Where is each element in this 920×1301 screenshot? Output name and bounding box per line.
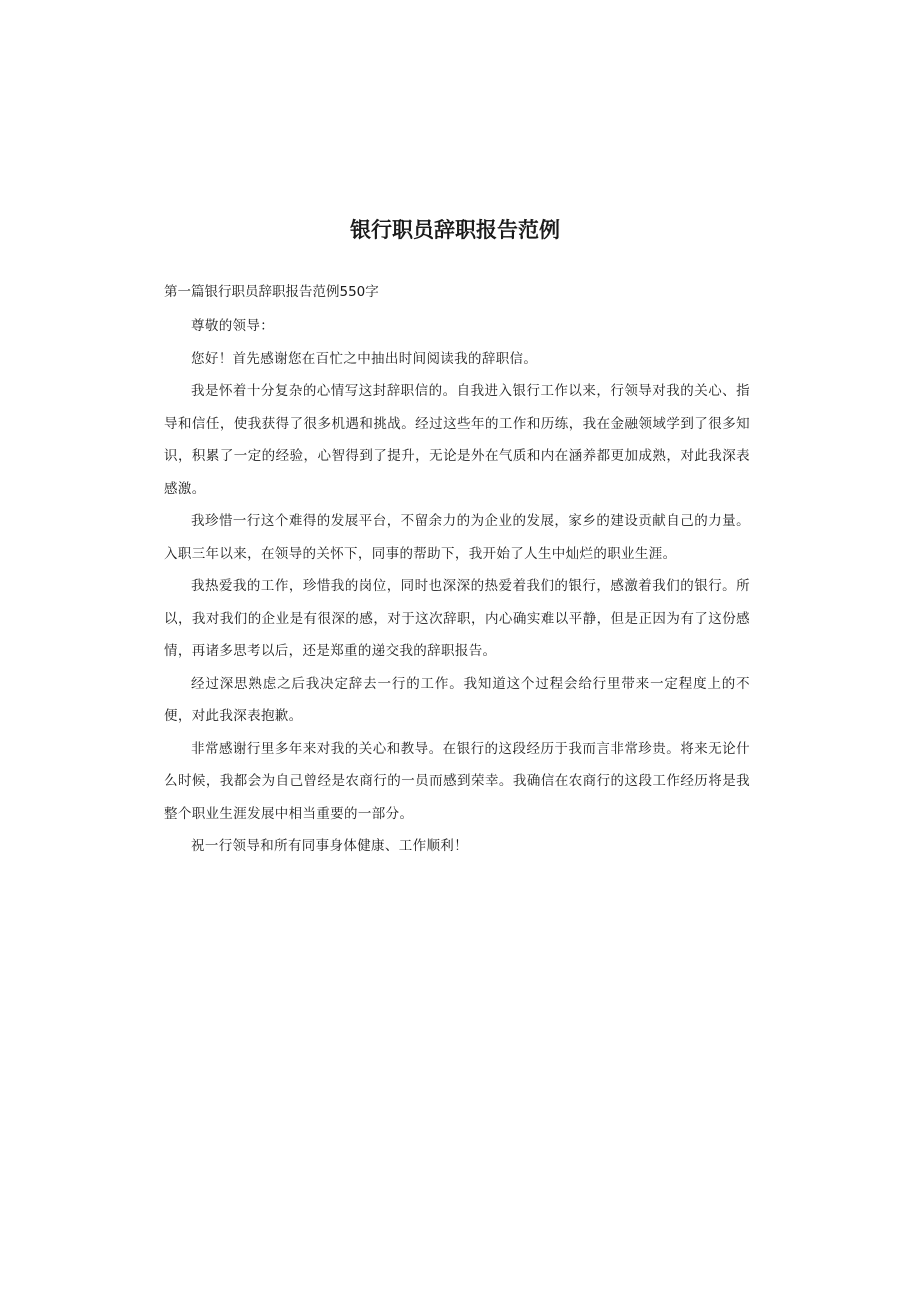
body-paragraph: 我热爱我的工作，珍惜我的岗位，同时也深深的热爱着我们的银行，感激着我们的银行。所以，我对我们的企业是有很深的感，对于这次辞职，内心确实难以平静，但是正因为有了这份感情，再诸多思考以后，还是郑重的递交我的辞职报告。 — [164, 578, 750, 659]
document-title: 银行职员辞职报告范例 — [350, 218, 560, 242]
body-paragraph: 我珍惜一行这个难得的发展平台，不留余力的为企业的发展，家乡的建设贡献自己的力量。入职三年以来，在领导的关怀下，同事的帮助下，我开始了人生中灿烂的职业生涯。 — [164, 513, 750, 562]
body-paragraph: 非常感谢行里多年来对我的关心和教导。在银行的这段经历于我而言非常珍贵。将来无论什么时候，我都会为自己曾经是农商行的一员而感到荣幸。我确信在农商行的这段工作经历将是我整个职业生涯发展中相当重要的一部分。 — [164, 740, 750, 822]
salutation: 尊敬的领导： — [191, 318, 275, 334]
greeting-paragraph: 您好！首先感谢您在百忙之中抽出时间阅读我的辞职信。 — [191, 350, 538, 367]
body-paragraph: 经过深思熟虑之后我决定辞去一行的工作。我知道这个过程会给行里带来一定程度上的不便，对此我深表抱歉。 — [164, 675, 750, 724]
document-subtitle: 第一篇银行职员辞职报告范例550字 — [164, 284, 379, 300]
body-paragraph: 我是怀着十分复杂的心情写这封辞职信的。自我进入银行工作以来，行领导对我的关心、指导和信任，使我获得了很多机遇和挑战。经过这些年的工作和历练，我在金融领域学到了很多知识，积累了一定的经验，心智得到了提升，无论是外在气质和内在涵养都更加成熟，对此我深表感激。 — [164, 383, 750, 497]
closing-paragraph: 祝一行领导和所有同事身体健康、工作顺利！ — [191, 838, 468, 854]
document-body — [164, 278, 750, 863]
